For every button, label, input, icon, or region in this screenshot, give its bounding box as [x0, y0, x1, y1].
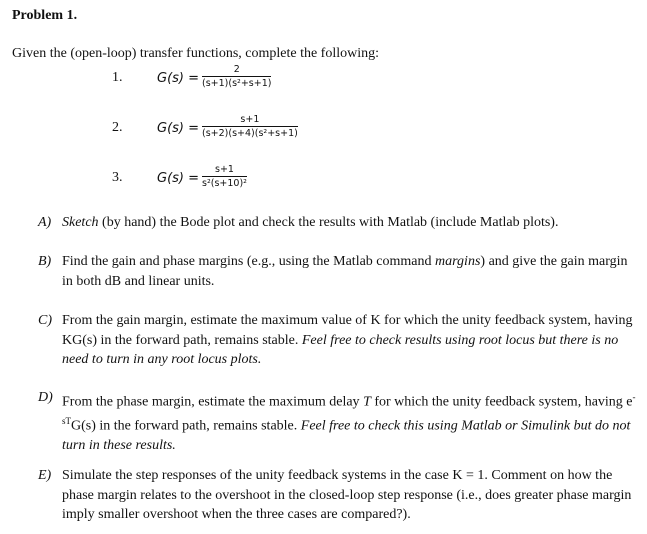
- task-d-italic: Feel free to check this using Matlab or Simulink but do not turn in these results.: [62, 418, 631, 454]
- task-d-exponent: -sT: [62, 392, 636, 427]
- tf1-index: 1.: [112, 70, 123, 85]
- task-b-label: B): [38, 254, 52, 269]
- task-e-label: E): [38, 468, 52, 483]
- tf3-fraction: [202, 164, 247, 189]
- task-c-label: C): [38, 313, 52, 328]
- task-b-italic: margins: [435, 254, 481, 269]
- tf3-numerator: s+1: [202, 164, 247, 177]
- tf2-numerator: s+1: [202, 114, 298, 127]
- task-e-text: Simulate the step responses of the unity feedback systems in the case K = 1. Comment on how the phase margin relates to the overshoot in the closed-loop step response (i.e., does greater phase margin imply smaller overshoot when the three cases are compared?).: [62, 468, 632, 522]
- task-a-text: (by hand) the Bode plot and check the results with Matlab (include Matlab plots).: [98, 215, 559, 230]
- tf2-denominator: (s+2)(s+4)(s²+s+1): [202, 128, 298, 139]
- problem-title: Problem 1.: [12, 8, 78, 23]
- task-a-label: A): [38, 215, 52, 230]
- task-b-text2: ) and give the gain margin in both dB and linear units.: [62, 254, 628, 289]
- task-d-text3: G(s) in the forward path, remains stable.: [71, 418, 301, 434]
- tf2-fraction: [202, 114, 298, 139]
- task-c: [38, 311, 638, 370]
- intro-text: Given the (open-loop) transfer functions, complete the following:: [12, 46, 380, 61]
- task-c-italic: Feel free to check results using root locus but there is no need to turn in any root locus plots.: [62, 332, 619, 367]
- tf1-lhs: G(s) =: [157, 71, 200, 86]
- task-d-delay-symbol: T: [363, 394, 371, 410]
- task-b: [38, 252, 638, 291]
- task-a-italic: Sketch: [62, 215, 99, 230]
- tf3-denominator: s²(s+10)²: [202, 178, 247, 189]
- tf3-index: 3.: [112, 170, 123, 185]
- task-e: [38, 466, 638, 525]
- tf2-lhs: G(s) =: [157, 121, 200, 136]
- task-d-label: D): [38, 390, 53, 405]
- task-c-text: From the gain margin, estimate the maximum value of K for which the unity feedback system, having KG(s) in the forward path, remains stable.: [62, 313, 633, 348]
- tf2-index: 2.: [112, 120, 123, 135]
- tf1-fraction: [202, 64, 271, 89]
- tf1-numerator: 2: [202, 64, 271, 77]
- tf1-denominator: (s+1)(s²+s+1): [202, 78, 272, 89]
- task-d-text1: From the phase margin, estimate the maximum delay: [62, 394, 364, 410]
- task-d: [38, 388, 638, 456]
- task-d-text2: for which the unity feedback system, having e: [370, 394, 633, 410]
- task-a: [38, 213, 638, 233]
- task-b-text1: Find the gain and phase margins (e.g., using the Matlab command: [62, 254, 436, 269]
- tf3-lhs: G(s) =: [157, 171, 200, 186]
